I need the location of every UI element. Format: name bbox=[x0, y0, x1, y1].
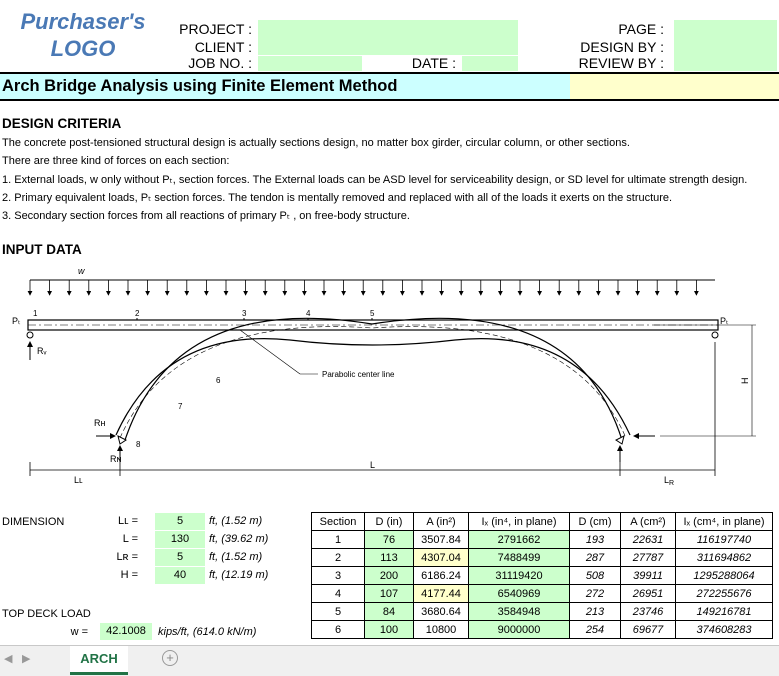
table-row bbox=[312, 603, 773, 621]
table-cell: 6186.24 bbox=[414, 567, 469, 585]
criteria-line-2: There are three kind of forces on each section: bbox=[2, 155, 230, 167]
table-cell: 2 bbox=[312, 549, 365, 567]
node-2: 2 bbox=[135, 309, 140, 318]
dimension-input[interactable]: 5 bbox=[155, 513, 205, 530]
table-cell: 4307.04 bbox=[414, 549, 469, 567]
scroll-right-icon[interactable]: ▶ bbox=[22, 653, 31, 665]
node-7: 7 bbox=[178, 402, 183, 411]
node-3: 3 bbox=[242, 309, 247, 318]
rv-label: Rᵥ bbox=[37, 346, 47, 356]
table-header: A (in²) bbox=[414, 513, 469, 531]
table-cell: 3 bbox=[312, 567, 365, 585]
table-cell: 311694862 bbox=[676, 549, 773, 567]
table-cell[interactable]: 113 bbox=[365, 549, 414, 567]
arch-bridge-diagram bbox=[0, 262, 779, 492]
dimension-label: H = bbox=[120, 569, 138, 581]
add-sheet-icon[interactable]: + bbox=[162, 650, 178, 666]
date-label: DATE : bbox=[411, 55, 456, 71]
logo-line2: LOGO bbox=[50, 36, 116, 61]
dimension-input[interactable]: 40 bbox=[155, 567, 205, 584]
node-6: 6 bbox=[216, 376, 221, 385]
table-cell[interactable]: 107 bbox=[365, 585, 414, 603]
table-header: D (cm) bbox=[570, 513, 621, 531]
l-label: L bbox=[370, 460, 376, 470]
dimension-input[interactable]: 5 bbox=[155, 549, 205, 566]
date-field[interactable] bbox=[462, 56, 518, 71]
table-cell: 272 bbox=[570, 585, 621, 603]
table-cell: 69677 bbox=[621, 621, 676, 639]
load-w-input[interactable]: 42.1008 bbox=[100, 623, 152, 640]
pt-left: Pₜ bbox=[12, 316, 21, 326]
project-label: PROJECT : bbox=[179, 21, 252, 37]
node-5: 5 bbox=[370, 309, 375, 318]
table-cell[interactable]: 6540969 bbox=[469, 585, 570, 603]
table-cell: 254 bbox=[570, 621, 621, 639]
table-cell: 374608283 bbox=[676, 621, 773, 639]
table-cell: 5 bbox=[312, 603, 365, 621]
title-side-cell[interactable] bbox=[570, 74, 779, 99]
input-data-heading: INPUT DATA bbox=[2, 242, 82, 257]
page-label: PAGE : bbox=[618, 21, 664, 37]
table-cell: 23746 bbox=[621, 603, 676, 621]
table-header: A (cm²) bbox=[621, 513, 676, 531]
node-1: 1 bbox=[33, 309, 38, 318]
ll-label: Lʟ bbox=[74, 475, 83, 485]
page-title: Arch Bridge Analysis using Finite Element Method bbox=[2, 77, 398, 95]
table-cell: 1 bbox=[312, 531, 365, 549]
top-deck-load-heading: TOP DECK LOAD bbox=[2, 608, 91, 620]
table-row bbox=[312, 531, 773, 549]
parabolic-center-line bbox=[120, 327, 626, 438]
left-support bbox=[27, 332, 33, 338]
dimension-label: Lʟ = bbox=[117, 515, 138, 527]
table-cell[interactable]: 200 bbox=[365, 567, 414, 585]
dimension-input[interactable]: 130 bbox=[155, 531, 205, 548]
table-cell: 508 bbox=[570, 567, 621, 585]
w-label: w bbox=[78, 266, 85, 276]
callout-line bbox=[240, 330, 300, 374]
sheet-tab-bar bbox=[0, 645, 779, 676]
title-bar bbox=[0, 72, 779, 101]
jobno-field[interactable] bbox=[258, 56, 362, 71]
table-cell[interactable]: 76 bbox=[365, 531, 414, 549]
table-cell: 1295288064 bbox=[676, 567, 773, 585]
table-cell: 3680.64 bbox=[414, 603, 469, 621]
review-by-label: REVIEW BY : bbox=[578, 55, 664, 71]
load-arrows bbox=[30, 280, 696, 295]
table-row bbox=[312, 621, 773, 639]
table-cell: 213 bbox=[570, 603, 621, 621]
table-header: Iₓ (cm⁴, in plane) bbox=[676, 513, 773, 531]
table-cell: 272255676 bbox=[676, 585, 773, 603]
lr-label: $L_R$ bbox=[664, 475, 675, 487]
pt-right: Pₜ bbox=[720, 316, 729, 326]
table-cell: 193 bbox=[570, 531, 621, 549]
table-cell: 4 bbox=[312, 585, 365, 603]
dimension-unit: ft, (1.52 m) bbox=[209, 551, 263, 563]
tab-arch[interactable]: ARCH bbox=[70, 646, 128, 675]
table-cell[interactable]: 31119420 bbox=[469, 567, 570, 585]
dimension-label: Lʀ = bbox=[116, 551, 138, 563]
load-w-label: w = bbox=[70, 626, 88, 638]
arch-outer bbox=[125, 318, 622, 440]
arch-inner bbox=[116, 339, 630, 435]
h-label: H bbox=[740, 377, 750, 384]
table-cell[interactable]: 7488499 bbox=[469, 549, 570, 567]
table-cell: 3507.84 bbox=[414, 531, 469, 549]
table-cell[interactable]: 100 bbox=[365, 621, 414, 639]
section-table bbox=[311, 512, 773, 639]
table-cell: 39911 bbox=[621, 567, 676, 585]
dimension-unit: ft, (39.62 m) bbox=[209, 533, 269, 545]
rn-label: Rɴ bbox=[110, 454, 122, 464]
table-row bbox=[312, 549, 773, 567]
table-cell[interactable]: 84 bbox=[365, 603, 414, 621]
scroll-left-icon[interactable]: ◀ bbox=[4, 653, 13, 665]
dimension-heading: DIMENSION bbox=[2, 516, 65, 528]
table-cell: 287 bbox=[570, 549, 621, 567]
table-cell[interactable]: 3584948 bbox=[469, 603, 570, 621]
table-header: D (in) bbox=[365, 513, 414, 531]
table-header: Iₓ (in⁴, in plane) bbox=[469, 513, 570, 531]
table-cell: 4177.44 bbox=[414, 585, 469, 603]
table-cell[interactable]: 9000000 bbox=[469, 621, 570, 639]
purchaser-logo bbox=[8, 8, 158, 62]
table-cell: 26951 bbox=[621, 585, 676, 603]
rh-label: Rʜ bbox=[94, 418, 106, 428]
logo-line1: Purchaser's bbox=[20, 9, 146, 34]
project-client-field[interactable] bbox=[258, 20, 518, 55]
load-w-unit: kips/ft, (614.0 kN/m) bbox=[158, 626, 257, 638]
design-by-label: DESIGN BY : bbox=[580, 39, 664, 55]
page-designer-fields[interactable] bbox=[674, 20, 777, 71]
dimension-unit: ft, (1.52 m) bbox=[209, 515, 263, 527]
left-footing bbox=[118, 436, 126, 444]
table-cell: 22631 bbox=[621, 531, 676, 549]
criteria-line-5: 3. Secondary section forces from all reactions of primary Pₜ , on free-body structure. bbox=[2, 210, 410, 222]
table-row bbox=[312, 585, 773, 603]
callout-label: Parabolic center line bbox=[322, 370, 395, 379]
table-cell: 27787 bbox=[621, 549, 676, 567]
criteria-line-1: The concrete post-tensioned structural design is actually sections design, no matter box girder, circular column, or other sections. bbox=[2, 137, 630, 149]
client-label: CLIENT : bbox=[194, 39, 252, 55]
table-cell: 6 bbox=[312, 621, 365, 639]
design-criteria-heading: DESIGN CRITERIA bbox=[2, 116, 122, 131]
node-4: 4 bbox=[306, 309, 311, 318]
criteria-line-3: 1. External loads, w only without Pₜ, section forces. The External loads can be ASD level for serviceability design, or SD level for ultimate strength design. bbox=[2, 174, 748, 186]
right-footing bbox=[616, 436, 624, 444]
right-support bbox=[712, 332, 718, 338]
table-cell[interactable]: 2791662 bbox=[469, 531, 570, 549]
table-cell: 116197740 bbox=[676, 531, 773, 549]
table-row bbox=[312, 567, 773, 585]
table-header: Section bbox=[312, 513, 365, 531]
criteria-line-4: 2. Primary equivalent loads, Pₜ section forces. The tendon is mentally removed and replaced with all of the loads it exerts on the structure. bbox=[2, 192, 673, 204]
dimension-label: L = bbox=[122, 533, 138, 545]
jobno-label: JOB NO. : bbox=[188, 55, 252, 71]
table-cell: 149216781 bbox=[676, 603, 773, 621]
table-cell: 10800 bbox=[414, 621, 469, 639]
dimension-unit: ft, (12.19 m) bbox=[209, 569, 269, 581]
node-8: 8 bbox=[136, 440, 141, 449]
